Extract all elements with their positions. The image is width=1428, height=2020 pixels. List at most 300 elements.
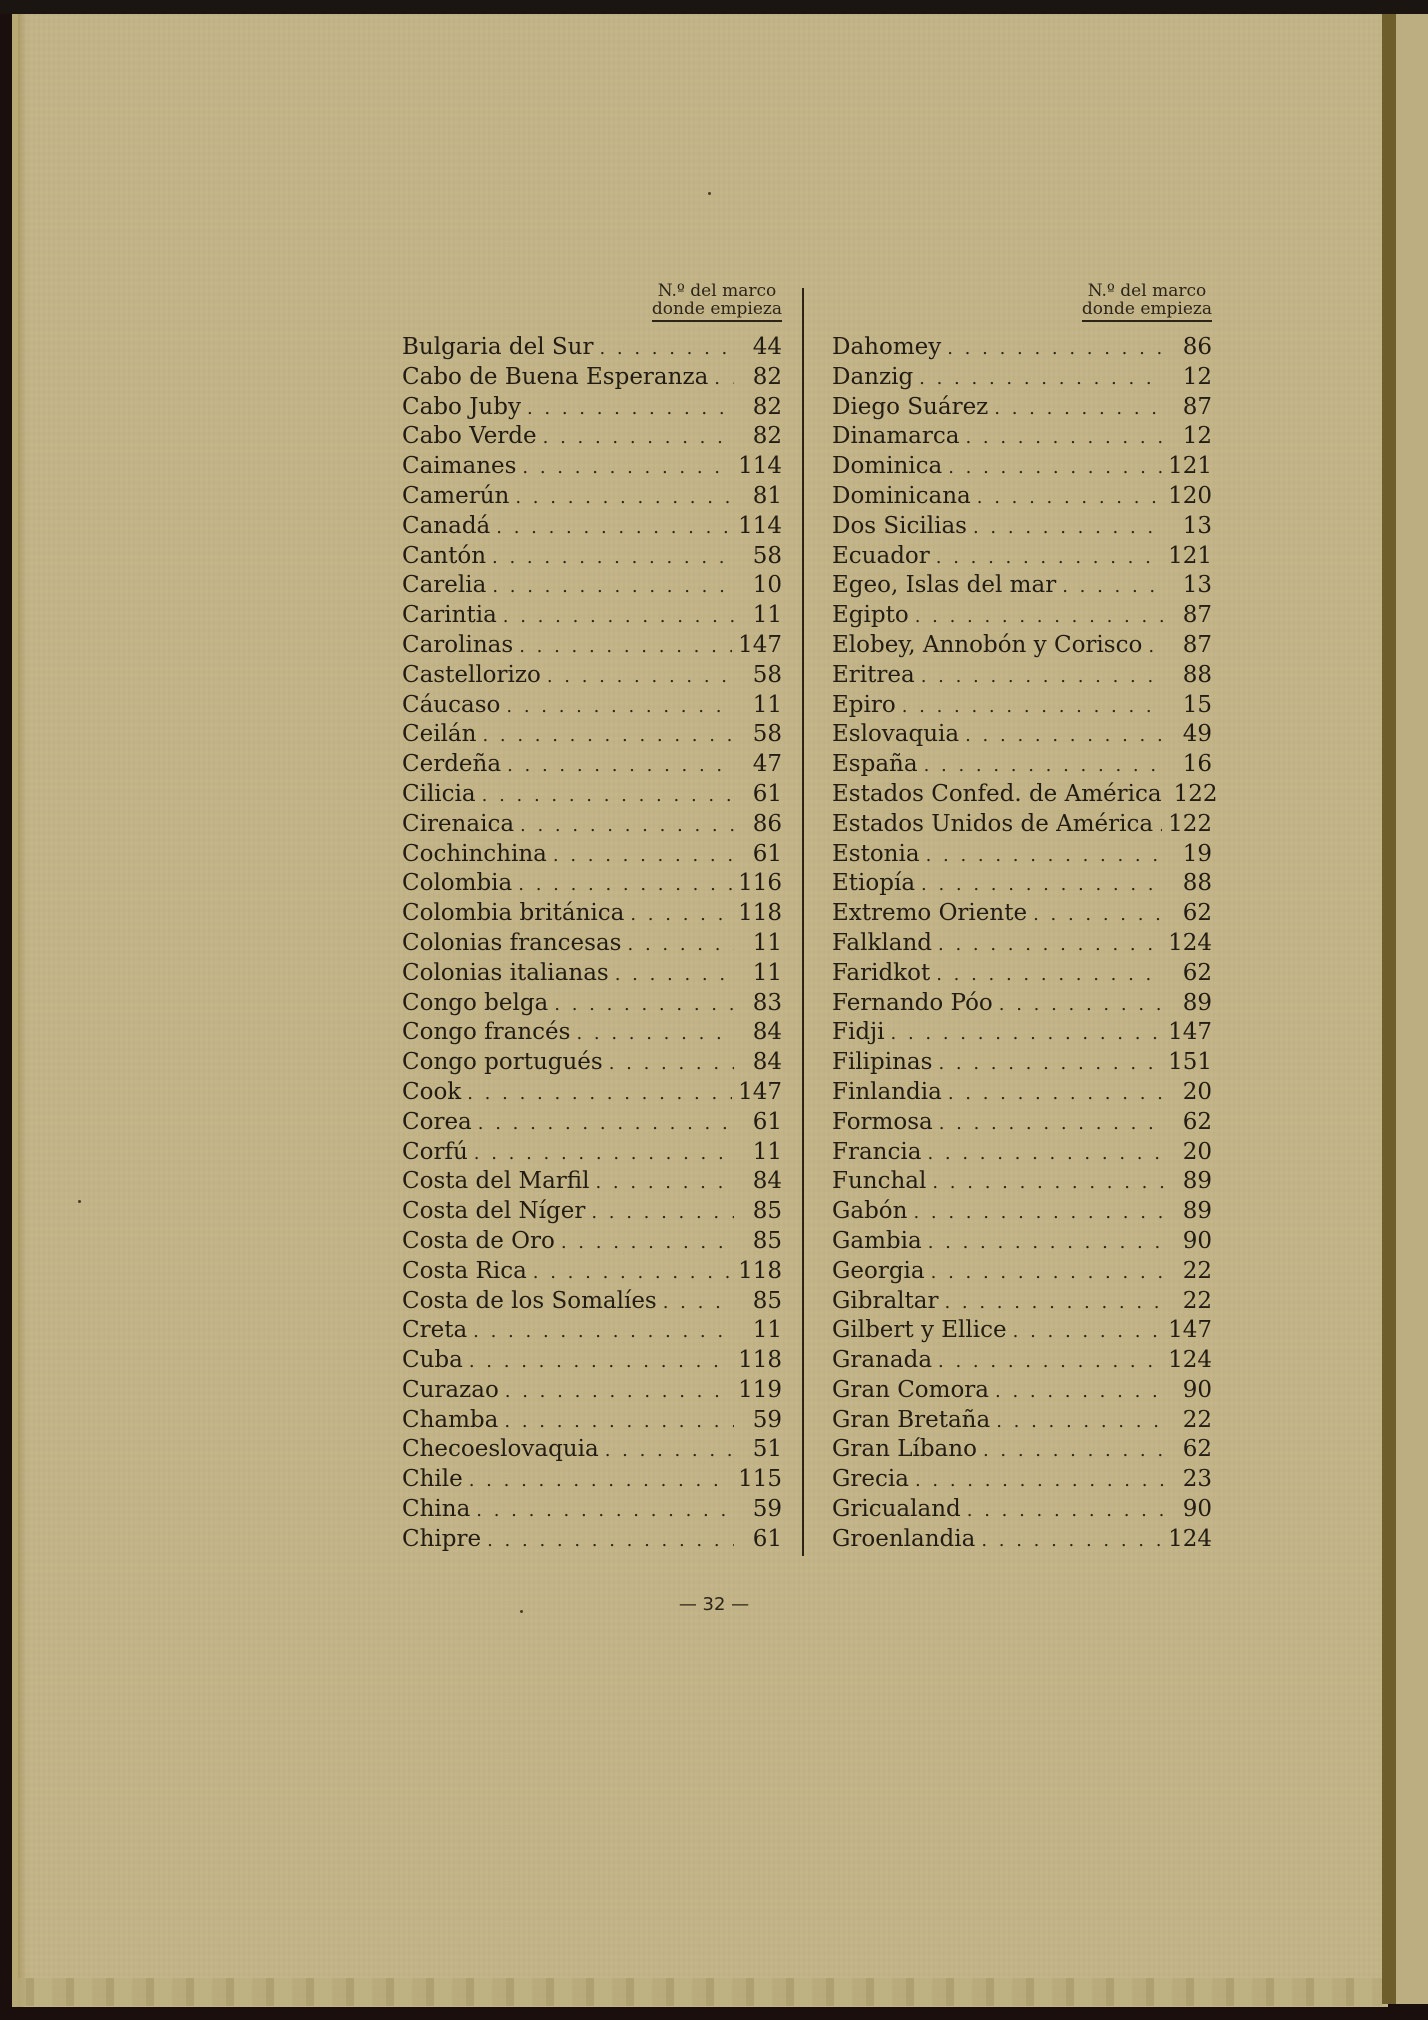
dot-leader xyxy=(478,1113,734,1134)
dot-leader xyxy=(931,1262,1164,1283)
index-entry xyxy=(402,1168,782,1198)
index-entry xyxy=(832,930,1212,960)
index-entry xyxy=(832,423,1212,453)
entry-name: Fernando Póo xyxy=(832,989,993,1016)
dot-leader xyxy=(628,934,735,955)
entry-frame-number: 11 xyxy=(752,602,782,629)
entry-name: Congo portugués xyxy=(402,1049,603,1076)
dot-leader xyxy=(965,427,1164,448)
dot-leader xyxy=(469,1470,732,1491)
header-line-2: donde empieza xyxy=(1081,299,1212,319)
entry-name: Grecia xyxy=(832,1466,909,1493)
entry-frame-number: 90 xyxy=(1182,1496,1212,1523)
entry-name: Estados Confed. de América xyxy=(832,780,1162,807)
entry-name: Curazao xyxy=(402,1376,499,1403)
dot-leader xyxy=(938,934,1162,955)
entry-name: Formosa xyxy=(832,1108,933,1135)
dot-leader xyxy=(496,517,732,538)
dot-leader xyxy=(487,1530,734,1551)
binding-shadow xyxy=(1382,14,1396,2004)
index-entry xyxy=(402,453,782,483)
index-entry xyxy=(402,1258,782,1288)
index-entry xyxy=(832,602,1212,632)
index-entry xyxy=(402,811,782,841)
entry-name: Faridkot xyxy=(832,959,931,986)
entry-frame-number: 114 xyxy=(738,512,782,539)
entry-frame-number: 62 xyxy=(1182,1436,1212,1463)
entry-frame-number: 61 xyxy=(752,840,782,867)
entry-frame-number: 116 xyxy=(738,870,782,897)
dot-leader xyxy=(533,1262,732,1283)
entry-frame-number: 119 xyxy=(738,1376,782,1403)
dot-leader xyxy=(947,338,1164,359)
entry-name: Carintia xyxy=(402,602,497,629)
dot-leader xyxy=(936,547,1162,568)
entry-frame-number: 86 xyxy=(1182,334,1212,360)
index-entry xyxy=(832,1049,1212,1079)
index-entry xyxy=(832,1347,1212,1377)
entry-frame-number: 11 xyxy=(752,1138,782,1165)
dot-leader xyxy=(1148,636,1164,657)
index-entry xyxy=(402,602,782,632)
scan-top-border xyxy=(0,0,1428,14)
dot-leader xyxy=(474,1143,734,1164)
entry-name: Cabo de Buena Esperanza xyxy=(402,363,709,390)
entry-frame-number: 61 xyxy=(752,780,782,807)
dot-leader xyxy=(1033,904,1164,925)
index-entry xyxy=(402,1109,782,1139)
dot-leader xyxy=(595,1172,734,1193)
index-entry xyxy=(832,483,1212,513)
entry-frame-number: 90 xyxy=(1182,1376,1212,1403)
entry-frame-number: 16 xyxy=(1182,751,1212,778)
entry-name: Cook xyxy=(402,1078,462,1105)
entry-frame-number: 114 xyxy=(738,453,782,480)
entry-name: Gabón xyxy=(832,1198,908,1225)
index-entry xyxy=(402,1019,782,1049)
dot-leader xyxy=(915,606,1164,627)
index-entry xyxy=(402,841,782,871)
dot-leader xyxy=(515,487,734,508)
index-entry xyxy=(832,1288,1212,1318)
next-page-edge xyxy=(1396,14,1428,2004)
entry-frame-number: 147 xyxy=(1168,1317,1212,1344)
dot-leader xyxy=(924,755,1164,776)
entry-frame-number: 12 xyxy=(1182,423,1212,450)
index-entry xyxy=(402,662,782,692)
entry-name: Cantón xyxy=(402,542,487,569)
entry-frame-number: 86 xyxy=(752,810,782,837)
dot-leader xyxy=(999,994,1164,1015)
entry-frame-number: 89 xyxy=(1182,989,1212,1016)
entry-frame-number: 87 xyxy=(1182,393,1212,420)
index-entry xyxy=(402,900,782,930)
index-column-left xyxy=(402,282,782,1556)
entry-frame-number: 124 xyxy=(1168,1525,1212,1552)
index-entry xyxy=(832,811,1212,841)
entry-frame-number: 85 xyxy=(752,1198,782,1225)
entry-frame-number: 58 xyxy=(752,661,782,688)
entry-name: Chipre xyxy=(402,1525,482,1552)
dot-leader xyxy=(476,1500,734,1521)
dot-leader xyxy=(505,1381,732,1402)
dot-leader xyxy=(663,1292,734,1313)
entry-frame-number: 151 xyxy=(1168,1049,1212,1076)
entry-name: Gran Líbano xyxy=(832,1436,977,1463)
entry-frame-number: 84 xyxy=(752,1049,782,1076)
index-entry xyxy=(402,483,782,513)
index-entry xyxy=(402,1049,782,1079)
entry-name: Estados Unidos de América xyxy=(832,810,1154,837)
index-entry xyxy=(402,364,782,394)
entry-name: Colonias francesas xyxy=(402,929,622,956)
dot-leader xyxy=(973,517,1164,538)
entry-name: España xyxy=(832,751,918,778)
entry-name: Creta xyxy=(402,1317,468,1344)
dot-leader xyxy=(977,487,1162,508)
index-entry xyxy=(402,1317,782,1347)
index-entry xyxy=(402,334,782,364)
entry-frame-number: 120 xyxy=(1168,482,1212,509)
index-entry xyxy=(402,1347,782,1377)
entry-name: Ceilán xyxy=(402,721,477,748)
entry-frame-number: 11 xyxy=(752,959,782,986)
index-entry xyxy=(832,1139,1212,1169)
entry-name: Gambia xyxy=(832,1227,922,1254)
entry-name: Corfú xyxy=(402,1138,468,1165)
dot-leader xyxy=(469,1351,732,1372)
entry-name: Cilicia xyxy=(402,780,476,807)
entry-frame-number: 62 xyxy=(1182,900,1212,927)
entry-name: Georgia xyxy=(832,1257,925,1284)
entry-frame-number: 85 xyxy=(752,1227,782,1254)
entry-name: Colonias italianas xyxy=(402,959,609,986)
index-entry xyxy=(402,781,782,811)
dot-leader xyxy=(561,1232,734,1253)
index-entry xyxy=(402,960,782,990)
dot-leader xyxy=(932,1172,1164,1193)
dot-leader xyxy=(994,398,1164,419)
dot-leader xyxy=(902,696,1164,717)
entry-frame-number: 118 xyxy=(738,900,782,927)
entry-frame-number: 147 xyxy=(738,1078,782,1105)
index-entry xyxy=(402,1079,782,1109)
entry-frame-number: 121 xyxy=(1168,453,1212,480)
index-entry xyxy=(402,1139,782,1169)
index-entry xyxy=(402,990,782,1020)
entry-frame-number: 122 xyxy=(1168,810,1212,837)
dot-leader xyxy=(965,725,1164,746)
entry-name: Fidji xyxy=(832,1019,885,1046)
entry-name: Egeo, Islas del mar xyxy=(832,572,1057,599)
index-entry xyxy=(402,543,782,573)
index-entry xyxy=(832,662,1212,692)
index-entry xyxy=(402,721,782,751)
entry-name: Caimanes xyxy=(402,453,517,480)
index-entry xyxy=(832,1317,1212,1347)
entry-name: Danzig xyxy=(832,363,914,390)
dot-leader xyxy=(921,874,1164,895)
entry-name: Diego Suárez xyxy=(832,393,989,420)
entry-frame-number: 83 xyxy=(752,989,782,1016)
dot-leader xyxy=(995,1381,1164,1402)
index-entry xyxy=(832,1228,1212,1258)
index-entry xyxy=(832,1377,1212,1407)
entry-name: Estonia xyxy=(832,840,920,867)
entry-name: Colombia xyxy=(402,870,513,897)
entry-frame-number: 58 xyxy=(752,721,782,748)
entry-frame-number: 22 xyxy=(1182,1287,1212,1314)
entry-name: Dos Sicilias xyxy=(832,512,967,539)
dot-leader xyxy=(926,845,1164,866)
entry-name: Cáucaso xyxy=(402,691,501,718)
index-entry xyxy=(402,870,782,900)
entry-name: Cabo Verde xyxy=(402,423,537,450)
entry-name: Falkland xyxy=(832,929,933,956)
dot-leader xyxy=(983,1440,1164,1461)
entry-name: Castellorizo xyxy=(402,661,541,688)
dot-leader xyxy=(609,1053,734,1074)
entry-name: Egipto xyxy=(832,602,909,629)
entry-name: Gran Comora xyxy=(832,1376,990,1403)
entry-name: Chamba xyxy=(402,1406,499,1433)
entry-frame-number: 82 xyxy=(752,363,782,390)
entry-frame-number: 61 xyxy=(752,1108,782,1135)
dot-leader xyxy=(891,1023,1163,1044)
entry-frame-number: 87 xyxy=(1182,602,1212,629)
dot-leader xyxy=(948,1083,1164,1104)
dot-leader xyxy=(547,666,734,687)
dot-leader xyxy=(507,755,734,776)
entry-frame-number: 89 xyxy=(1182,1198,1212,1225)
entry-name: Funchal xyxy=(832,1168,927,1195)
entry-name: Carelia xyxy=(402,572,487,599)
entry-frame-number: 118 xyxy=(738,1257,782,1284)
dot-leader xyxy=(522,457,732,478)
index-entry xyxy=(402,1526,782,1556)
dot-leader xyxy=(482,725,734,746)
dot-leader xyxy=(504,1411,734,1432)
entry-name: Costa del Marfil xyxy=(402,1168,590,1195)
entry-name: Cirenaica xyxy=(402,810,515,837)
entry-name: Epiro xyxy=(832,691,896,718)
dot-leader xyxy=(936,964,1164,985)
entry-name: Gran Bretaña xyxy=(832,1406,991,1433)
entry-name: Groenlandia xyxy=(832,1525,976,1552)
entry-frame-number: 124 xyxy=(1168,929,1212,956)
index-entry xyxy=(402,1407,782,1437)
entry-frame-number: 22 xyxy=(1182,1257,1212,1284)
index-entry xyxy=(402,930,782,960)
index-entry xyxy=(832,543,1212,573)
entry-frame-number: 11 xyxy=(752,691,782,718)
entry-name: Chile xyxy=(402,1466,463,1493)
entry-frame-number: 89 xyxy=(1182,1168,1212,1195)
entry-frame-number: 115 xyxy=(738,1466,782,1493)
entry-frame-number: 88 xyxy=(1182,870,1212,897)
dot-leader xyxy=(519,636,732,657)
dot-leader xyxy=(503,606,734,627)
entry-frame-number: 82 xyxy=(752,423,782,450)
dot-leader xyxy=(996,1411,1164,1432)
index-entry xyxy=(832,1407,1212,1437)
entry-name: Costa Rica xyxy=(402,1257,527,1284)
entry-name: Elobey, Annobón y Corisco xyxy=(832,631,1143,658)
entry-name: Dinamarca xyxy=(832,423,960,450)
entry-frame-number: 122 xyxy=(1173,780,1218,807)
entry-name: Canadá xyxy=(402,512,491,539)
dot-leader xyxy=(473,1321,734,1342)
header-line-1: N.º del marco xyxy=(657,281,777,301)
entry-frame-number: 20 xyxy=(1182,1138,1212,1165)
dot-leader xyxy=(492,576,734,597)
index-entry xyxy=(402,632,782,662)
entry-name: Ecuador xyxy=(832,542,930,569)
entry-name: Corea xyxy=(402,1108,472,1135)
dot-leader xyxy=(927,1143,1164,1164)
entry-name: Dominica xyxy=(832,453,943,480)
entry-name: Filipinas xyxy=(832,1049,933,1076)
column-header-right xyxy=(832,282,1212,322)
index-entry xyxy=(832,453,1212,483)
entry-frame-number: 87 xyxy=(1182,631,1212,658)
index-entry xyxy=(402,751,782,781)
entry-name: Camerún xyxy=(402,482,510,509)
entry-name: Carolinas xyxy=(402,631,514,658)
dot-leader xyxy=(913,1202,1164,1223)
entry-frame-number: 147 xyxy=(1168,1019,1212,1046)
entry-name: Cochinchina xyxy=(402,840,547,867)
dot-leader xyxy=(981,1530,1162,1551)
index-entry xyxy=(832,394,1212,424)
entry-frame-number: 61 xyxy=(752,1525,782,1552)
entry-name: Dahomey xyxy=(832,334,942,360)
dot-leader xyxy=(520,815,734,836)
index-entry xyxy=(832,513,1212,543)
paper-speck xyxy=(78,1200,81,1203)
index-entry xyxy=(832,1466,1212,1496)
entry-frame-number: 19 xyxy=(1182,840,1212,867)
dot-leader xyxy=(714,368,734,389)
dot-leader xyxy=(915,1470,1164,1491)
dot-leader xyxy=(467,1083,732,1104)
entry-name: Congo belga xyxy=(402,989,549,1016)
column-divider xyxy=(802,288,804,1556)
dot-leader xyxy=(615,964,734,985)
dot-leader xyxy=(921,666,1164,687)
index-entry xyxy=(402,1436,782,1466)
entry-frame-number: 147 xyxy=(738,631,782,658)
entry-frame-number: 90 xyxy=(1182,1227,1212,1254)
index-entry xyxy=(402,1496,782,1526)
index-entry xyxy=(832,990,1212,1020)
dot-leader xyxy=(948,457,1162,478)
entry-name: Gilbert y Ellice xyxy=(832,1317,1007,1344)
index-entry xyxy=(832,632,1212,662)
entry-frame-number: 47 xyxy=(752,751,782,778)
dot-leader xyxy=(599,338,734,359)
entry-frame-number: 15 xyxy=(1182,691,1212,718)
entry-frame-number: 59 xyxy=(752,1496,782,1523)
index-entry xyxy=(402,1288,782,1318)
entry-name: Finlandia xyxy=(832,1078,942,1105)
entry-frame-number: 62 xyxy=(1182,1108,1212,1135)
entry-frame-number: 124 xyxy=(1168,1347,1212,1374)
index-entry xyxy=(832,780,1218,811)
entry-name: Etiopía xyxy=(832,870,916,897)
index-entry xyxy=(402,394,782,424)
dot-leader xyxy=(506,696,734,717)
entry-list-left xyxy=(402,334,782,1556)
dot-leader xyxy=(1013,1321,1162,1342)
header-line-2: donde empieza xyxy=(651,299,782,319)
entry-frame-number: 84 xyxy=(752,1019,782,1046)
index-entry xyxy=(832,1019,1212,1049)
index-entry xyxy=(402,572,782,602)
index-entry xyxy=(832,960,1212,990)
dot-leader xyxy=(1062,576,1164,597)
dot-leader xyxy=(492,547,734,568)
index-entry xyxy=(832,1258,1212,1288)
index-entry xyxy=(832,334,1212,364)
index-entry xyxy=(402,1198,782,1228)
dot-leader xyxy=(928,1232,1164,1253)
dot-leader xyxy=(518,874,732,895)
entry-name: Congo francés xyxy=(402,1019,571,1046)
entry-name: Cabo Juby xyxy=(402,393,521,420)
entry-frame-number: 13 xyxy=(1182,572,1212,599)
index-entry xyxy=(832,1436,1212,1466)
index-entry xyxy=(402,1466,782,1496)
entry-name: Cuba xyxy=(402,1347,463,1374)
entry-frame-number: 12 xyxy=(1182,363,1212,390)
paper-speck xyxy=(708,192,711,195)
index-entry xyxy=(832,870,1212,900)
index-entry xyxy=(832,692,1212,722)
dot-leader xyxy=(938,1053,1162,1074)
entry-frame-number: 11 xyxy=(752,929,782,956)
index-entry xyxy=(832,721,1212,751)
entry-name: Cerdeña xyxy=(402,751,502,778)
dot-leader xyxy=(967,1500,1164,1521)
entry-name: Gibraltar xyxy=(832,1287,939,1314)
entry-frame-number: 81 xyxy=(752,482,782,509)
entry-frame-number: 82 xyxy=(752,393,782,420)
entry-frame-number: 59 xyxy=(752,1406,782,1433)
entry-frame-number: 62 xyxy=(1182,959,1212,986)
dot-leader xyxy=(576,1023,734,1044)
index-entry xyxy=(402,692,782,722)
entry-frame-number: 22 xyxy=(1182,1406,1212,1433)
index-entry xyxy=(402,513,782,543)
entry-name: Granada xyxy=(832,1347,933,1374)
dot-leader xyxy=(944,1292,1164,1313)
dot-leader xyxy=(938,1351,1162,1372)
index-entry xyxy=(832,1109,1212,1139)
header-line-1: N.º del marco xyxy=(1087,281,1207,301)
dot-leader xyxy=(482,785,734,806)
entry-name: Costa del Níger xyxy=(402,1198,586,1225)
entry-frame-number: 20 xyxy=(1182,1078,1212,1105)
entry-frame-number: 84 xyxy=(752,1168,782,1195)
entry-name: Bulgaria del Sur xyxy=(402,334,594,360)
index-column-right xyxy=(832,281,1218,1556)
entry-frame-number: 58 xyxy=(752,542,782,569)
index-entry xyxy=(832,572,1212,602)
entry-frame-number: 49 xyxy=(1182,721,1212,748)
entry-name: Extremo Oriente xyxy=(832,900,1028,927)
entry-name: Costa de Oro xyxy=(402,1227,555,1254)
